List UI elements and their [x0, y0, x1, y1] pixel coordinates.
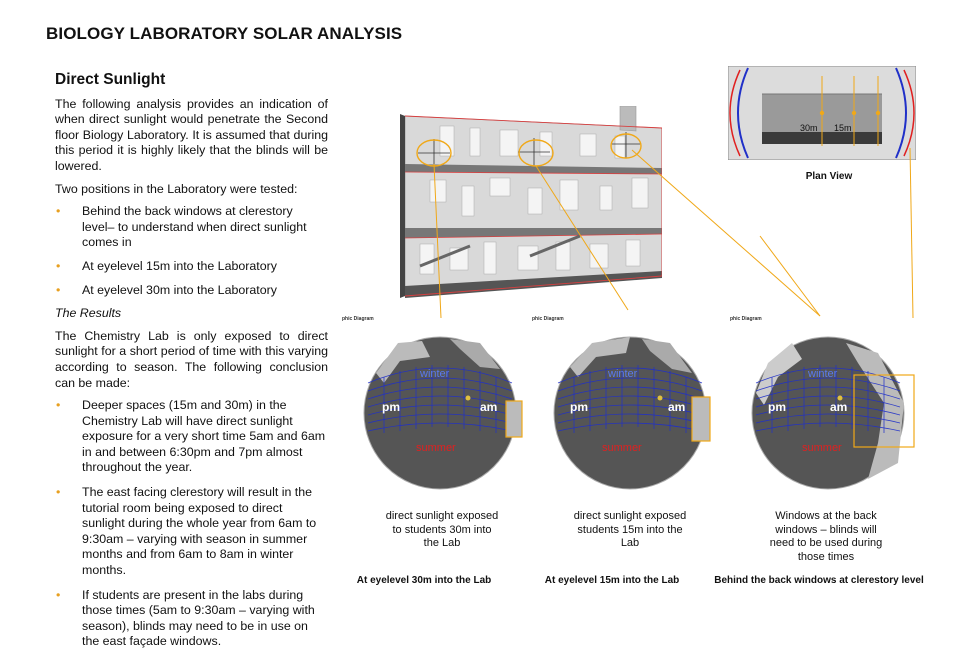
sunpath-diagram-30m [340, 313, 530, 518]
pm-label: pm [768, 400, 786, 414]
positions-intro: Two positions in the Laboratory were tested: [55, 181, 298, 196]
am-label: am [830, 400, 848, 414]
caption-15m: direct sunlight exposed students 15m into the Lab [573, 510, 687, 550]
list-item: • Deeper spaces (15m and 30m) in the Chemistry Lab will have direct sunlight exposure for a very short time 5am and 6am in and between 6:30pm and 7pm almost throughout the year. [55, 398, 328, 476]
sunpath-chart [340, 313, 530, 513]
results-heading: The Results [55, 306, 122, 321]
intro-paragraph: The following analysis provides an indication of when direct sunlight would penetrate the Second floor Biology Laboratory. It is assumed that during this period it is highly likely that the blinds will be lowered. [55, 96, 328, 173]
list-item: • At eyelevel 15m into the Laboratory [55, 259, 328, 275]
label-15m: At eyelevel 15m into the Lab [544, 575, 680, 586]
sunpath-diagram-15m [530, 313, 720, 518]
list-item: • If students are present in the labs during those times (5am to 9:30am – varying with season), blinds may need to be in use on the east façade windows. [55, 588, 328, 650]
label-clerestory: Behind the back windows at clerestory level [714, 575, 924, 586]
list-item: • The east facing clerestory will result in the tutorial room being exposed to direct sunlight during the whole year from 6am to 9:30am – varying with season in summer months and from 6am to 8am in winter months. [55, 485, 328, 579]
page-title: BIOLOGY LABORATORY SOLAR ANALYSIS [46, 24, 403, 43]
plan-mark-30m: 30m [800, 123, 818, 133]
pm-label: pm [570, 400, 588, 414]
caption-30m: direct sunlight exposed to students 30m into the Lab [385, 510, 499, 550]
list-item: • Behind the back windows at clerestory level– to understand when direct sunlight comes in [55, 204, 328, 251]
plan-view-label: Plan View [805, 171, 853, 182]
summer-label: summer [602, 442, 642, 454]
winter-label: winter [808, 368, 838, 380]
am-label: am [668, 400, 686, 414]
diagram-header: phic Diagram [730, 316, 762, 322]
caption-clerestory: Windows at the back windows – blinds will need to be used during those times [769, 510, 883, 563]
pm-label: pm [382, 400, 400, 414]
summer-label: summer [802, 442, 842, 454]
results-intro: The Chemistry Lab is only exposed to direct sunlight for a short period of time with this varying according to season. The following conclusion can be made: [55, 328, 328, 390]
label-30m: At eyelevel 30m into the Lab [356, 575, 492, 586]
diagram-header: phic Diagram [342, 316, 374, 322]
list-item: • At eyelevel 30m into the Laboratory [55, 283, 328, 299]
sunpath-diagram-clerestory [728, 313, 928, 518]
winter-label: winter [420, 368, 450, 380]
section-heading: Direct Sunlight [55, 71, 166, 88]
summer-label: summer [416, 442, 456, 454]
am-label: am [480, 400, 498, 414]
sunpath-chart [728, 313, 928, 513]
winter-label: winter [608, 368, 638, 380]
plan-mark-15m: 15m [834, 123, 852, 133]
sunpath-chart [530, 313, 720, 513]
diagram-header: phic Diagram [532, 316, 564, 322]
